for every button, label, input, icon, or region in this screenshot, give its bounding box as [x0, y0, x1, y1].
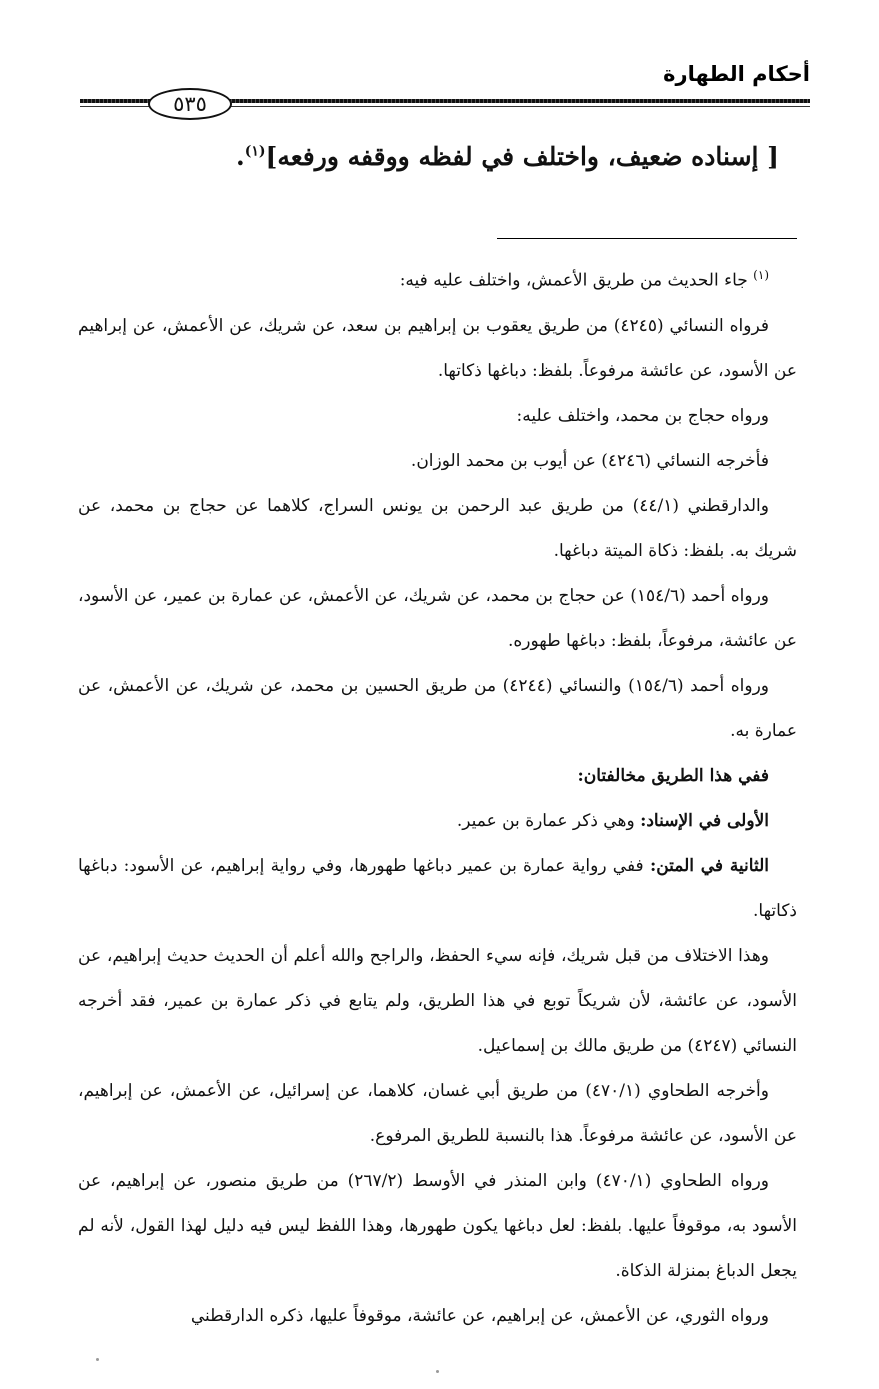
footnote-marker: (١): [753, 268, 769, 282]
footnote-separator: [497, 238, 797, 239]
footnote-intro-text: جاء الحديث من طريق الأعمش، واختلف عليه فيه:: [399, 270, 748, 291]
page-number: ٥٣٥: [148, 88, 232, 120]
footnotes: [78, 253, 797, 1339]
footnote-label-text: ففي رواية عمارة بن عمير دباغها طهورها، وفي رواية إبراهيم، عن الأسود: دباغها ذكاتها.: [78, 855, 797, 921]
scan-speck: [436, 1370, 439, 1373]
footnote-paragraph: ورواه الطحاوي (٤٧٠/١) وابن المنذر في الأوسط (٢٦٧/٢) من طريق منصور، عن إبراهيم، عن الأسود به، موقوفاً عليها. بلفظ: لعل دباغها يكون طهورها، وهذا اللفظ ليس فيه دليل لهذا القول، لأنه لم يجعل الدباغ بمنزلة الذكاة.: [78, 1170, 797, 1281]
footnote-paragraph: فأخرجه النسائي (٤٢٤٦) عن أيوب بن محمد الوزان.: [410, 450, 769, 471]
footnote-paragraph: ورواه أحمد (١٥٤/٦) والنسائي (٤٢٤٤) من طريق الحسين بن محمد، عن شريك، عن الأعمش، عن عمارة به.: [78, 675, 797, 741]
footnote-label-text: وهي ذكر عمارة بن عمير.: [456, 810, 641, 831]
footnote-paragraph: [78, 799, 797, 844]
footnote-paragraph: والدارقطني (٤٤/١) من طريق عبد الرحمن بن يونس السراج، كلاهما عن حجاج بن محمد، عن شريك به. بلفظ: ذكاة الميتة دباغها.: [78, 495, 797, 561]
footnote-label: الثانية في المتن:: [649, 855, 770, 876]
footnote-paragraph: وأخرجه الطحاوي (٤٧٠/١) من طريق أبي غسان، كلاهما، عن إسرائيل، عن الأعمش، عن إبراهيم، عن الأسود، عن عائشة مرفوعاً. هذا بالنسبة للطريق المرفوع.: [78, 1080, 797, 1146]
footnote-reference: (١): [244, 143, 266, 160]
scan-speck: [96, 1358, 99, 1361]
main-sentence: [ إسناده ضعيف، واختلف في لفظه ووقفه ورفعه]: [265, 142, 779, 171]
footnote-paragraph: فرواه النسائي (٤٢٤٥) من طريق يعقوب بن إبراهيم بن سعد، عن شريك، عن الأعمش، عن إبراهيم عن الأسود، عن عائشة مرفوعاً. بلفظ: دباغها ذكاتها.: [78, 315, 797, 381]
footnote-intro: [78, 253, 797, 304]
footnote-subheading: ففي هذا الطريق مخالفتان:: [577, 765, 769, 786]
book-title: أحكام الطهارة: [663, 62, 810, 86]
footnote-paragraph: وهذا الاختلاف من قبل شريك، فإنه سيء الحفظ، والراجح والله أعلم أن الحديث حديث إبراهيم، عن الأسود، عن عائشة، لأن شريكاً توبع في هذا الطريق، ولم يتابع في ذكر عمارة بن عمير، فقد أخرجه النسائي (٤٢٤٧) من طريق مالك بن إسماعيل.: [78, 945, 797, 1056]
page-header: [80, 52, 810, 122]
footnote-paragraph: [78, 754, 797, 799]
footnote-paragraph: ورواه أحمد (١٥٤/٦) عن حجاج بن محمد، عن شريك، عن الأعمش، عن عمارة بن عمير، عن الأسود، عن عائشة، مرفوعاً، بلفظ: دباغها طهوره.: [78, 585, 797, 651]
footnote-paragraph: ورواه الثوري، عن الأعمش، عن إبراهيم، عن عائشة، موقوفاً عليها، ذكره الدارقطني: [190, 1305, 769, 1326]
footnote-label: الأولى في الإسناد:: [640, 810, 769, 831]
main-text: [ إسناده ضعيف، واختلف في لفظه ووقفه ورفعه]$^{(١)}$.: [236, 142, 779, 171]
footnote-paragraph: ورواه حجاج بن محمد، واختلف عليه:: [516, 405, 769, 426]
footnote-paragraph: [78, 844, 797, 934]
